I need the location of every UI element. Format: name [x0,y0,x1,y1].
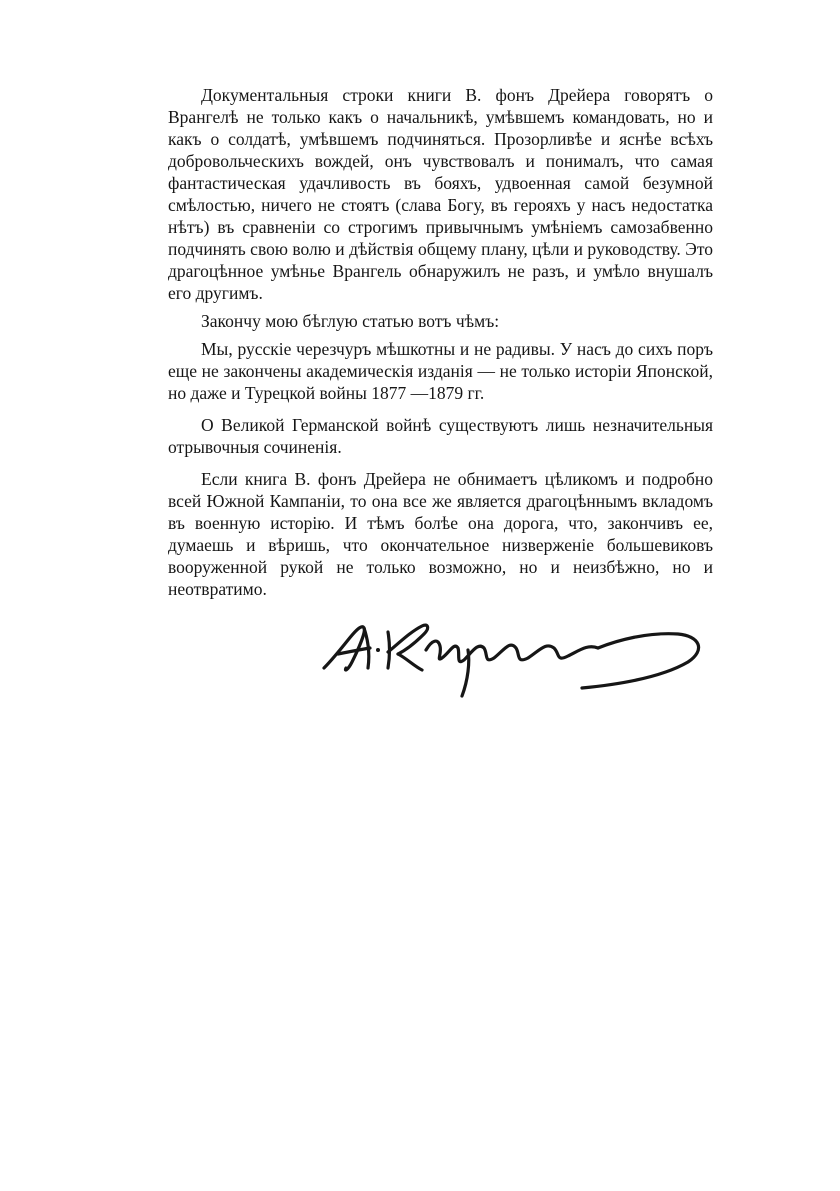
paragraph-conclusion-intro: Закончу мою бѣглую статью вотъ чѣмъ: [201,311,500,331]
paragraph-wrangel-character: Документальныя строки книги В. фонъ Дрейера говорятъ о Врангелѣ не только какъ о начальникѣ, умѣвшемъ командовать, но и какъ о солдатѣ, умѣвшемъ подчиняться. Прозорливѣе и яснѣе всѣхъ добровольческихъ вождей, онъ чувствовалъ и понималъ, что самая фантастическая удачливость въ бояхъ, удвоенная самой безумной смѣлостью, ничего не стоятъ (слава Богу, въ герояхъ у насъ недостатка нѣтъ) въ сравненiи со строгимъ привычнымъ умѣнiемъ самозабвенно подчинять свою волю и дѣйствiя общему плану, цѣли и руководству. Это драгоцѣнное умѣнье Врангель обнаружилъ не разъ, и умѣло внушалъ его другимъ. [168,85,713,303]
paragraph-german-war: О Великой Германской войнѣ существуютъ лишь незначительныя отрывочныя сочиненiя. [168,415,713,457]
paragraph-book-value: Если книга В. фонъ Дрейера не обнимаетъ цѣликомъ и подробно всей Южной Кампанiи, то она все же является драгоцѣннымъ вкладомъ въ военную исторiю. И тѣмъ болѣе она дорога, что, закончивъ ее, думаешь и вѣришь, что окончательное низверженiе большевиковъ вооруженной рукой не только возможно, но и неизбѣжно, но и неотвратимо. [168,469,713,599]
body-text [168,84,713,600]
signature-name [318,702,319,703]
handwritten-signature [318,610,708,702]
signature-glyph [318,610,708,702]
paragraph-academic-editions: Мы, русскiе черезчуръ мѣшкотны и не радивы. У насъ до сихъ поръ еще не закончены академическiя изданiя — не только исторiи Японской, но даже и Турецкой войны 1877 —1879 гг. [168,339,713,403]
